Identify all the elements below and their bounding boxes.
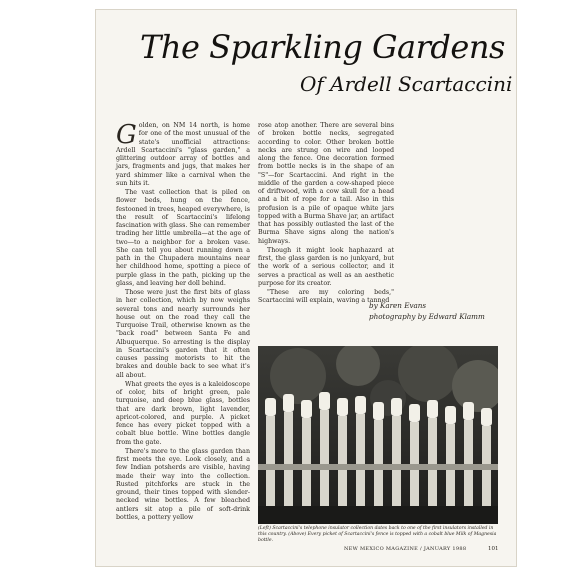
paragraph-text: olden, on NM 14 north, is home for one of the most unusual of the state's unofficial attractions: Ardell Scartaccini's "glass garden," a glittering outdoor array of bottles and jars, fragments and jugs, that makes her yard shimmer like a carnival when the sun hits it. bbox=[116, 122, 250, 187]
paragraph: Those were just the first bits of glass in her collection, which by now weighs several tons and nearly surrounds her house out on the road they call the Turquoise Trail, otherwise known as the "back road" between Santa Fe and Albuquerque. So arresting is the display in Scartaccini's garden that it often causes passing motorists to hit the brakes and double back to see what it's all about. bbox=[116, 289, 250, 379]
article-subtitle: Of Ardell Scartaccini bbox=[300, 72, 513, 96]
byline-author: by Karen Evans bbox=[369, 301, 427, 310]
body-column-2 bbox=[258, 122, 394, 307]
magazine-footer: NEW MEXICO MAGAZINE / JANUARY 1988 bbox=[344, 546, 467, 552]
article-title: The Sparkling Gardens bbox=[140, 28, 505, 66]
byline bbox=[369, 300, 485, 322]
magazine-page bbox=[96, 10, 516, 566]
fence-photo bbox=[258, 346, 498, 524]
photo-caption: (Left) Scartaccini's telephone insulator collection dates back to one of the first insulators installed in this country. (Above) Every picket of Scartaccini's fence is topped with a cobalt blue Milk of Magnesia bottle. bbox=[258, 526, 497, 543]
paragraph: There's more to the glass garden than first meets the eye. Look closely, and a few Indian potsherds are visible, having made their way into the collection. Rusted pitchforks are stuck in the ground, their tines topped with slender-necked wine bottles. A few bleached antlers sit atop a pile of soft-drink bottles, a pottery yellow bbox=[116, 447, 250, 521]
drop-cap: G bbox=[116, 120, 137, 150]
fence-photo-image bbox=[258, 346, 498, 524]
paragraph: "These are my coloring beds," Scartaccini will explain, waving a tanned bbox=[258, 289, 394, 305]
paragraph: Though it might look haphazard at first, the glass garden is no junkyard, but the work of a serious collector, and it serves a practical as well as an aesthetic purpose for its creator. bbox=[258, 246, 394, 287]
paragraph: rose atop another. There are several bins of broken bottle necks, segregated according to color. Other broken bottle necks are strung on wire and looped along the fence. One decoration formed from bottle necks is in the shape of an "S"—for Scartaccini. And right in the middle of the garden a cow-shaped piece of driftwood, with a cow skull for a head and a bit of rope for a tail. Also in this profusion is a pile of opaque white jars topped with a Burma Shave jar, an artifact that has possibly outlasted the last of the Burma Shave signs along the nation's highways. bbox=[258, 122, 395, 245]
paragraph: The vast collection that is piled on flower beds, hung on the fence, festooned in trees, heaped everywhere, is the result of Scartaccini's lifelong fascination with glass. She can remember trading her little umbrella—at the age of two—to a neighbor for a broken vase. She can tell you about running down a path in the Chupadera mountains near her childhood home, spotting a piece of purple glass in the path, picking up the glass, and leaving her doll behind. bbox=[116, 189, 250, 287]
body-column-1 bbox=[116, 122, 250, 523]
paragraph: What greets the eyes is a kaleidoscope of color, bits of bright green, pale turquoise, and deep blue glass, bottles that are dark brown, light lavender, apricot-colored, and purple. A picket fence has every picket topped with a cobalt blue bottle. Wine bottles dangle from the gate. bbox=[116, 380, 250, 446]
byline-photographer: photography by Edward Klamm bbox=[369, 312, 485, 321]
page-number: 101 bbox=[488, 546, 499, 552]
paragraph bbox=[116, 122, 250, 188]
